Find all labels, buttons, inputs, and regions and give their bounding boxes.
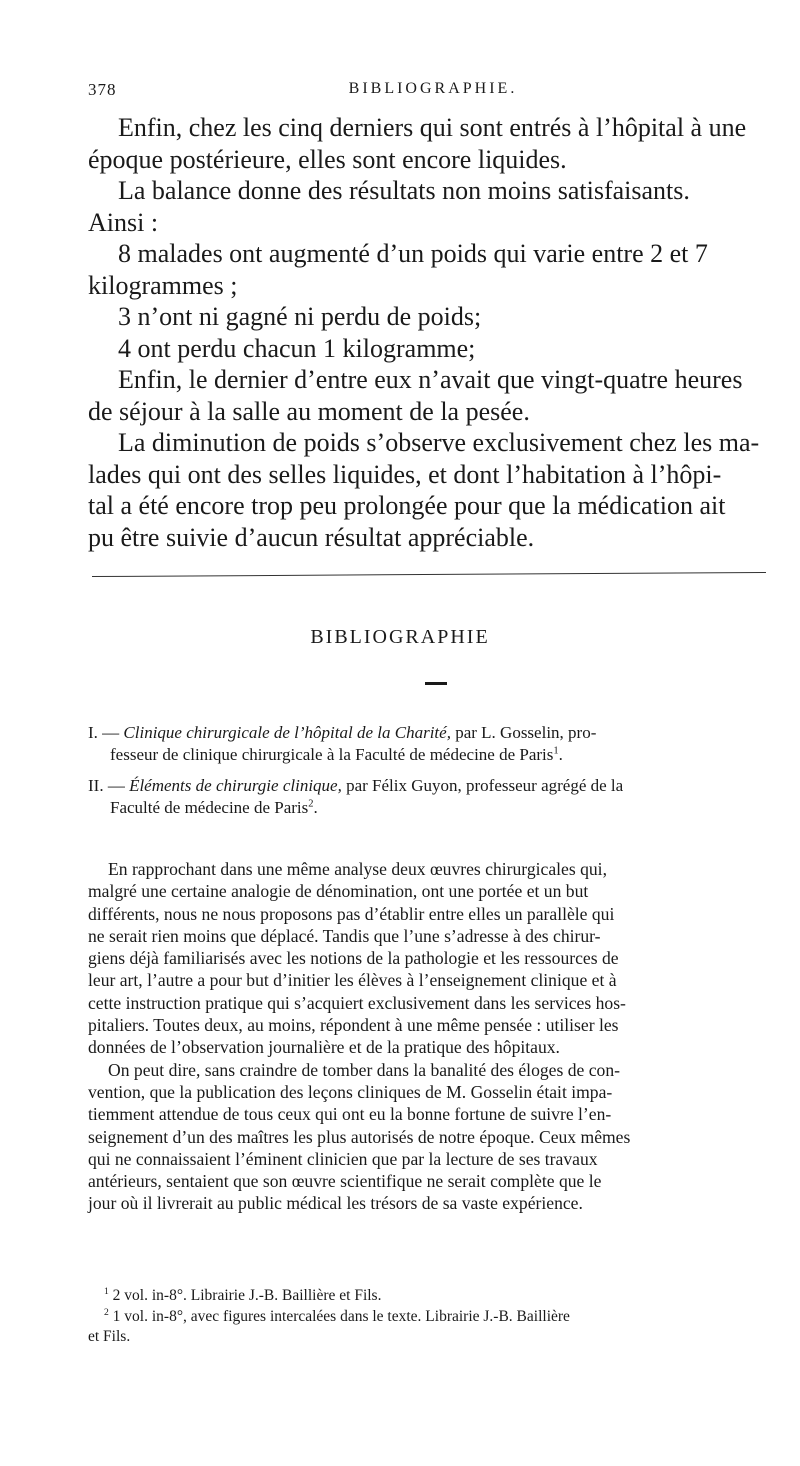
running-head — [88, 80, 778, 106]
text-line: Enfin, chez les cinq derniers qui sont entrés à l’hôpital à une — [118, 113, 747, 142]
review-line: différents, nous ne nous proposons pas d’établir entre elles un parallèle qui — [88, 903, 615, 924]
review-line: On peut dire, sans craindre de tomber dans la banalité des éloges de con- — [108, 1059, 620, 1080]
review-line: leur art, l’autre a pour but d’initier les élèves à l’enseignement clinique et à — [88, 970, 617, 991]
footnote-text: et Fils. — [88, 1328, 131, 1345]
text-line: pu être suivie d’aucun résultat appréciable. — [88, 522, 535, 552]
reference-end: . — [313, 797, 318, 817]
section-divider — [92, 572, 766, 577]
review-line: ne serait rien moins que déplacé. Tandis que l’une s’adresse à des chirur- — [88, 925, 601, 946]
review-line: pitaliers. Toutes deux, au moins, répondent à une même pensée : utiliser les — [88, 1015, 619, 1036]
reference-author: par L. Gosselin, pro- — [455, 723, 597, 742]
page-number: 378 — [88, 80, 117, 99]
reference-entry — [88, 775, 788, 818]
reference-title: Clinique chirurgicale de l’hôpital de la Charité, — [123, 723, 451, 742]
review-line: tiemment attendue de tous ceux qui ont eu la bonne fortune de suivre l’en- — [88, 1104, 612, 1125]
reference-number: II. — — [88, 776, 125, 795]
footnote — [88, 1327, 788, 1348]
review-line: jour où il livrerait au public médical les trésors de sa vaste expérience. — [88, 1193, 583, 1214]
text-line: La balance donne des résultats non moins satisfaisants. — [118, 176, 690, 205]
running-title: BIBLIOGRAPHIE. — [348, 80, 518, 97]
footnote-text: 2 vol. in-8°. Librairie J.-B. Baillière et Fils. — [108, 1287, 382, 1304]
footnotes — [88, 1286, 788, 1348]
review-line: données de l’observation journalière et de la pratique des hôpitaux. — [88, 1037, 560, 1058]
reference-title: Éléments de chirurgie clinique, — [129, 776, 342, 795]
review-line: qui ne connaissaient l’éminent clinicien que par la lecture de ses travaux — [88, 1148, 598, 1169]
text-line: de séjour à la salle au moment de la pesée. — [88, 396, 530, 426]
review-line: giens déjà familiarisés avec les notions de la pathologie et les ressources de — [88, 948, 619, 969]
reference-author: par Félix Guyon, professeur agrégé de la — [346, 776, 624, 795]
text-line: kilogrammes ; — [88, 270, 238, 300]
review-line: cette instruction pratique qui s’acquiert exclusivement dans les services hos- — [88, 992, 626, 1013]
text-line: Ainsi : — [88, 207, 159, 237]
title-ornament-dash — [425, 682, 447, 685]
reference-entry — [88, 722, 788, 765]
review-line: vention, que la publication des leçons cliniques de M. Gosselin était impa- — [88, 1081, 613, 1102]
reference-affiliation: Faculté de médecine de Paris — [110, 797, 309, 817]
footnote-mark: 2 — [308, 797, 314, 809]
text-line: 4 ont perdu chacun 1 kilogramme; — [118, 333, 476, 363]
text-line: 8 malades ont augmenté d’un poids qui varie entre 2 et 7 — [118, 239, 708, 268]
footnote — [88, 1307, 788, 1328]
review-line: antérieurs, sentaient que son œuvre scientifique ne serait complète que le — [88, 1171, 602, 1192]
footnote-mark: 1 — [104, 1285, 109, 1297]
footnote-mark: 1 — [553, 744, 559, 756]
text-line: 3 n’ont ni gagné ni perdu de poids; — [118, 302, 482, 331]
reference-end: . — [558, 744, 563, 764]
reference-number: I. — — [88, 723, 120, 742]
body-text — [88, 112, 778, 553]
section-title: BIBLIOGRAPHIE — [310, 626, 490, 648]
text-line: lades qui ont des selles liquides, et dont l’habitation à l’hôpi- — [88, 459, 722, 489]
reference-affiliation: fesseur de clinique chirurgicale à la Faculté de médecine de Paris — [110, 744, 554, 764]
review-line: seignement d’un des maîtres les plus autorisés de notre époque. Ceux mêmes — [88, 1126, 631, 1147]
reference-list — [88, 722, 788, 828]
text-line: époque postérieure, elles sont encore liquides. — [88, 144, 567, 174]
text-line: La diminution de poids s’observe exclusivement chez les ma- — [118, 428, 760, 457]
footnote — [88, 1286, 788, 1307]
review-text — [88, 858, 788, 1215]
text-line: Enfin, le dernier d’entre eux n’avait que vingt-quatre heures — [118, 365, 743, 394]
review-line: En rapprochant dans une même analyse deux œuvres chirurgicales qui, — [108, 859, 607, 879]
review-line: malgré une certaine analogie de dénomination, ont une portée et un but — [88, 881, 589, 902]
footnote-text: 1 vol. in-8°, avec figures intercalées dans le texte. Librairie J.-B. Baillière — [108, 1307, 570, 1325]
text-line: tal a été encore trop peu prolongée pour que la médication ait — [88, 491, 726, 520]
footnote-mark: 2 — [104, 1306, 109, 1318]
